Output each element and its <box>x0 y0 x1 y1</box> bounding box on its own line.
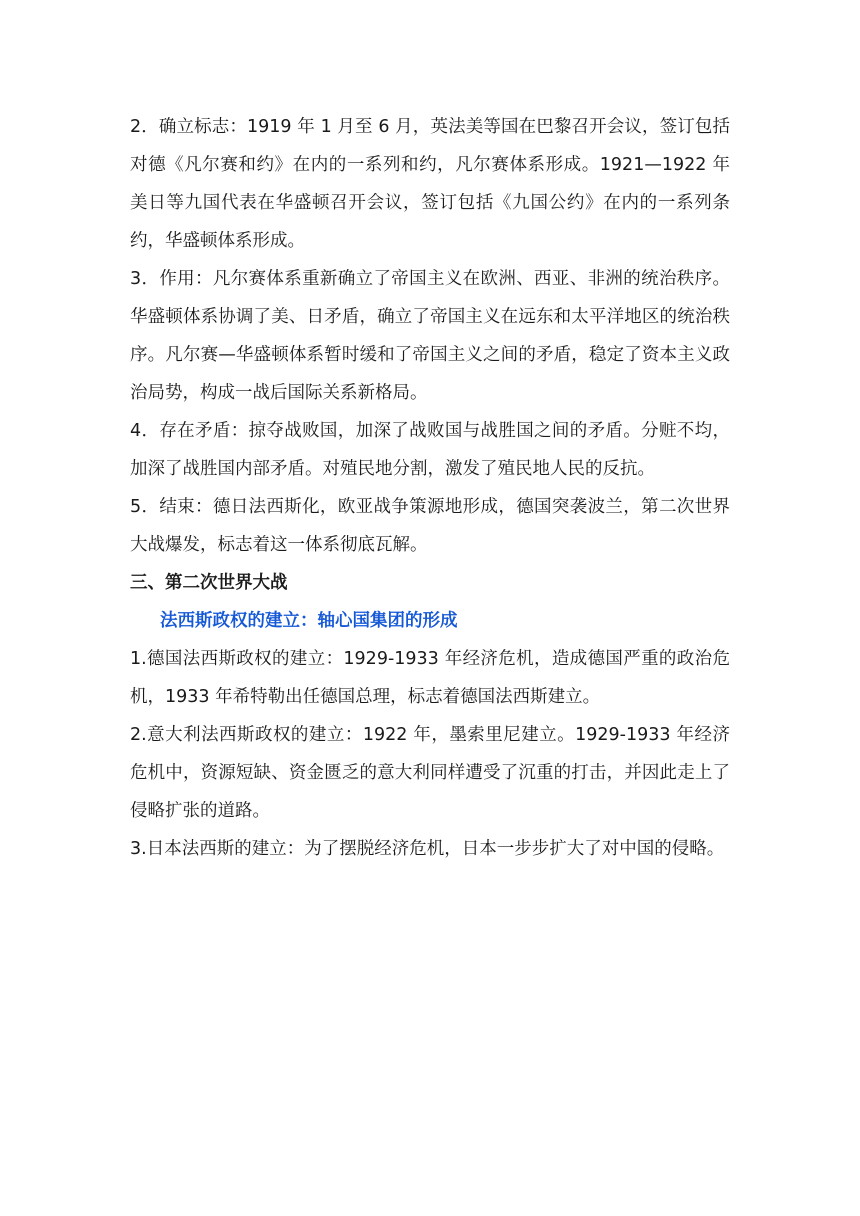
paragraph-germany-fascism: 1.德国法西斯政权的建立：1929-1933 年经济危机，造成德国严重的政治危机，1933 年希特勒出任德国总理，标志着德国法西斯建立。 <box>130 649 730 707</box>
section-heading: 三、第二次世界大战 <box>130 573 288 593</box>
document-page <box>130 108 730 868</box>
paragraph-japan-fascism: 3.日本法西斯的建立：为了摆脱经济危机，日本一步步扩大了对中国的侵略。 <box>130 839 725 859</box>
paragraph-establishment-marks: 2．确立标志：1919 年 1 月至 6 月，英法美等国在巴黎召开会议，签订包括对德《凡尔赛和约》在内的一系列和约，凡尔赛体系形成。1921—1922 年美日等九国代表在华盛顿召开会议，签订包括《九国公约》在内的一系列条约，华盛顿体系形成。 <box>130 117 730 251</box>
paragraph-ending: 5．结束：德日法西斯化，欧亚战争策源地形成，德国突袭波兰，第二次世界大战爆发，标志着这一体系彻底瓦解。 <box>130 497 730 555</box>
paragraph-effects: 3．作用：凡尔赛体系重新确立了帝国主义在欧洲、西亚、非洲的统治秩序。华盛顿体系协调了美、日矛盾，确立了帝国主义在远东和太平洋地区的统治秩序。凡尔赛—华盛顿体系暂时缓和了帝国主义之间的矛盾，稳定了资本主义政治局势，构成一战后国际关系新格局。 <box>130 269 730 403</box>
paragraph-italy-fascism: 2.意大利法西斯政权的建立：1922 年，墨索里尼建立。1929-1933 年经济危机中，资源短缺、资金匮乏的意大利同样遭受了沉重的打击，并因此走上了侵略扩张的道路。 <box>130 725 730 821</box>
paragraph-contradictions: 4．存在矛盾：掠夺战败国，加深了战败国与战胜国之间的矛盾。分赃不均，加深了战胜国内部矛盾。对殖民地分割，激发了殖民地人民的反抗。 <box>130 421 730 479</box>
section-subheading: 法西斯政权的建立：轴心国集团的形成 <box>160 611 458 631</box>
